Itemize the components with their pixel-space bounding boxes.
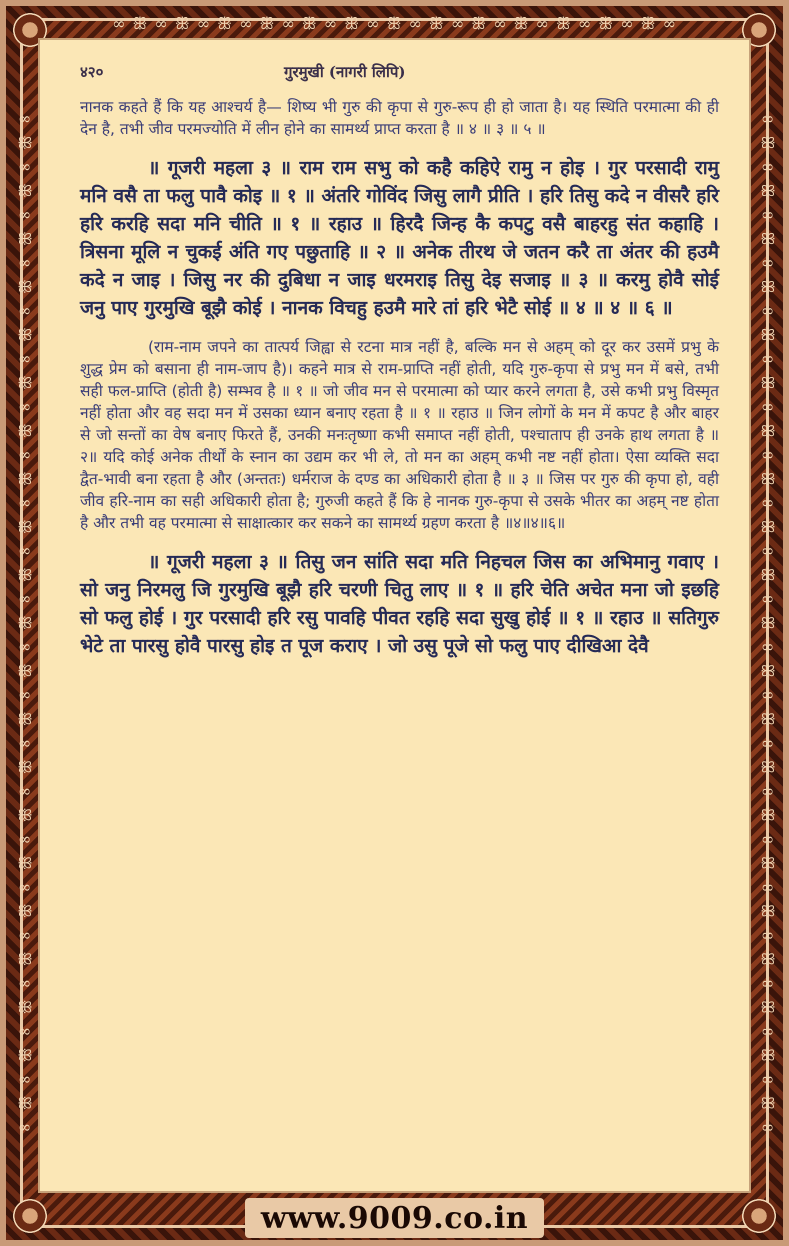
- page-number: ४२०: [80, 63, 104, 81]
- ornament-top: ∞ ꕥ ∞ ꕥ ∞ ꕥ ∞ ꕥ ∞ ꕥ ∞ ꕥ ∞ ꕥ ∞ ꕥ ∞ ꕥ ∞ ꕥ ∞ ꕥ ∞ ꕥ ∞ ꕥ ∞: [112, 14, 677, 33]
- hymn-verse: ॥ गूजरी महला ३ ॥ राम राम सभु को कहै कहिऐ रामु न होइ । गुर परसादी रामु मनि वसै ता फलु पावै कोइ ॥ १ ॥ अंतरि गोविंद जिसु लागै प्रीति । हरि तिसु कदे न वीसरै हरि हरि करहि सदा मनि चीति ॥ १ ॥ रहाउ ॥ हिरदै जिन्ह कै कपटु वसै बाहरहु संत कहाहि । त्रिसना मूलि न चुकई अंति गए पछुताहि ॥ २ ॥ अनेक तीरथ जे जतन करै ता अंतर की हउमै कदे न जाइ । जिसु नर की दुबिधा न जाइ धरमराइ तिसु देइ सजाइ ॥ ३ ॥ करमु होवै सोई जनु पाए गुरमुखि बूझै कोई । नानक विचहु हउमै मारे तां हरि भेटै सोई ॥ ४ ॥ ४ ॥ ६ ॥: [80, 157, 719, 319]
- running-title: गुरमुखी (नागरी लिपि): [284, 63, 406, 81]
- ornament-left: ∞ ꕥ ∞ ꕥ ∞ ꕥ ∞ ꕥ ∞ ꕥ ∞ ꕥ ∞ ꕥ ∞ ꕥ ∞ ꕥ ∞ ꕥ ∞ ꕥ ∞ ꕥ ∞ ꕥ ∞ ꕥ ∞ ꕥ ∞ ꕥ ∞ ꕥ ∞ ꕥ ∞ ꕥ ∞ ꕥ ∞ ꕥ ∞: [15, 108, 34, 1138]
- commentary-paragraph: नानक कहते हैं कि यह आश्चर्य है— शिष्य भी गुरु की कृपा से गुरु-रूप ही हो जाता है। यह स्थिति परमात्मा की ही देन है, तभी जीव परमज्योति में लीन होने का सामर्थ्य प्राप्त करता है ॥ ४ ॥ ३ ॥ ५ ॥: [80, 98, 719, 138]
- page-content: [38, 38, 751, 1193]
- page-header: [80, 62, 719, 82]
- website-url: www.9009.co.in: [260, 1201, 529, 1236]
- hymn-verse: ॥ गूजरी महला ३ ॥ तिसु जन सांति सदा मति निहचल जिस का अभिमानु गवाए । सो जनु निरमलु जि गुरमुखि बूझै हरि चरणी चितु लाए ॥ १ ॥ हरि चेति अचेत मना जो इछहि सो फलु होई । गुर परसादी हरि रसु पावहि पीवत रहहि सदा सुखु होई ॥ १ ॥ रहाउ ॥ सतिगुरु भेटे ता पारसु होवै पारसु होइ त पूज कराए । जो उसु पूजे सो फलु पाए दीखिआ देवै: [80, 551, 719, 657]
- commentary-paragraph: (राम-नाम जपने का तात्पर्य जिह्वा से रटना मात्र नहीं है, बल्कि मन से अहम् को दूर कर उसमें प्रभु के शुद्ध प्रेम को बसाना ही नाम-जाप है)। कहने मात्र से राम-प्राप्ति नहीं होती, यदि गुरु-कृपा से प्रभु मन में बसे, तभी सही फल-प्राप्ति (होती है) सम्भव है ॥ १ ॥ जो जीव मन से परमात्मा को प्यार करने लगता है, उसे कभी प्रभु विस्मृत नहीं होता और वह सदा मन में उसका ध्यान बनाए रहता है ॥ १ ॥ रहाउ ॥ जिन लोगों के मन में कपट है और बाहर से जो सन्तों का वेष बनाए फिरते हैं, उनकी मनःतृष्णा कभी समाप्त नहीं होती, पश्चाताप ही उनके हाथ लगता है ॥२॥ यदि कोई अनेक तीर्थों के स्नान का उद्यम कर भी ले, तो मन का अहम् कभी नष्ट नहीं होता। ऐसा व्यक्ति सदा द्वैत-भावी बना रहता है और (अन्ततः) धर्मराज के दण्ड का अधिकारी होता है ॥ ३ ॥ जिस पर गुरु की कृपा हो, वही जीव हरि-नाम का सही अधिकारी होता है; गुरुजी कहते हैं कि हे नानक गुरु-कृपा से उसके भीतर का अहम् नष्ट होता है और तभी वह परमात्मा से साक्षात्कार कर सकने का सामर्थ्य ग्रहण करता है ॥४॥४॥६॥: [80, 338, 719, 532]
- ornament-right: ∞ ꕥ ∞ ꕥ ∞ ꕥ ∞ ꕥ ∞ ꕥ ∞ ꕥ ∞ ꕥ ∞ ꕥ ∞ ꕥ ∞ ꕥ ∞ ꕥ ∞ ꕥ ∞ ꕥ ∞ ꕥ ∞ ꕥ ∞ ꕥ ∞ ꕥ ∞ ꕥ ∞ ꕥ ∞ ꕥ ∞ ꕥ ∞: [758, 108, 777, 1138]
